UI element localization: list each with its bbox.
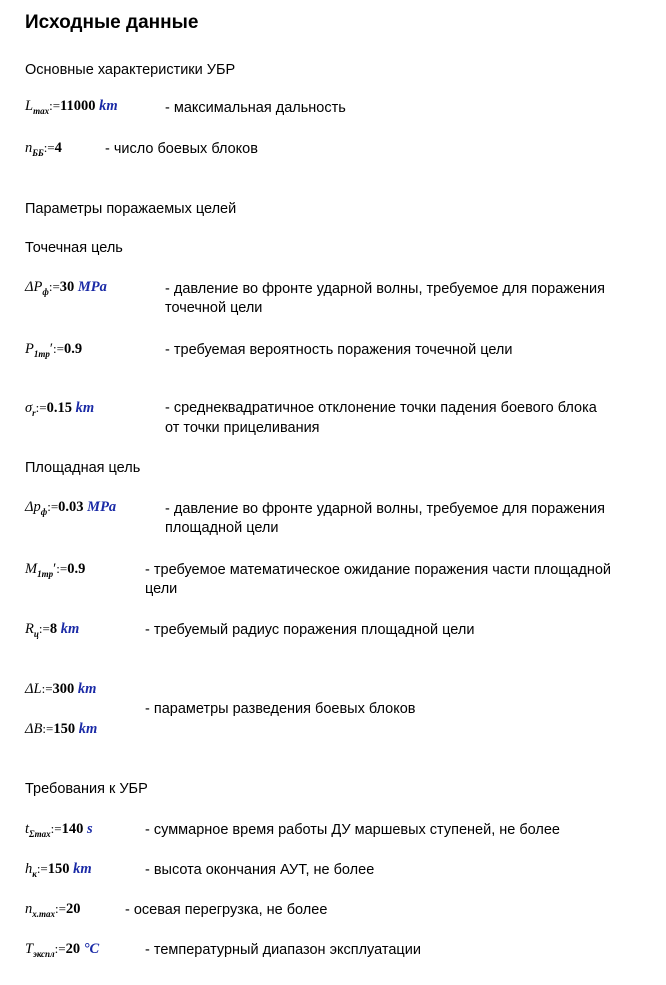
nbb-desc: - число боевых блоков (105, 141, 258, 157)
lmax-desc: - максимальная дальность (165, 100, 346, 116)
sigma-desc-line1: - среднеквадратичное отклонение точки падения боевого блока (165, 400, 597, 416)
nx-formula[interactable]: $n_{x.max}:=20$ (25, 901, 81, 919)
page-title: Исходные данные (25, 12, 199, 33)
dl-formula[interactable]: ΔL:=300 km (25, 681, 97, 697)
dpf2-desc-line2: площадной цели (165, 520, 279, 536)
hk-formula[interactable]: $h_к:=150$ km (25, 861, 92, 879)
section-ubr-main: Основные характеристики УБР (25, 62, 236, 78)
sigma-desc-line2: от точки прицеливания (165, 420, 320, 436)
p1tr-desc: - требуемая вероятность поражения точечной цели (165, 342, 513, 358)
dpf-formula[interactable]: $\Delta P_ф:=30$ MPa (25, 279, 107, 297)
tsum-desc: - суммарное время работы ДУ маршевых ступеней, не более (145, 822, 560, 838)
sigma-formula[interactable]: $\sigma_r:=0.15$ km (25, 400, 95, 418)
rc-desc: - требуемый радиус поражения площадной цели (145, 622, 475, 638)
dpf-desc-line1: - давление во фронте ударной волны, требуемое для поражения (165, 281, 605, 297)
nbb-formula[interactable]: $n_{ББ}:=4$ (25, 140, 62, 158)
section-targets: Параметры поражаемых целей (25, 201, 237, 217)
section-requirements: Требования к УБР (25, 781, 148, 797)
dpf-desc-line2: точечной цели (165, 300, 263, 316)
texp-formula[interactable]: $T_{экспл}:=20$ °C (25, 941, 100, 959)
dpf2-formula[interactable]: $\Delta p_ф:=0.03$ MPa (25, 499, 117, 517)
tsum-formula[interactable]: $t_{\Sigma max}:=140$ s (25, 821, 93, 839)
m1tr-desc-line2: цели (145, 581, 178, 597)
section-point-target: Точечная цель (25, 240, 123, 256)
hk-desc: - высота окончания АУТ, не более (145, 862, 375, 878)
rc-formula[interactable]: $R_ц:=8$ km (25, 621, 80, 639)
m1tr-formula[interactable]: $M_{1тр}':=0.9$ (25, 561, 86, 579)
nx-desc: - осевая перегрузка, не более (125, 902, 328, 918)
lmax-formula[interactable]: $L_{max}:=11000$ km (25, 98, 118, 116)
db-formula[interactable]: ΔB:=150 km (25, 721, 98, 737)
p1tr-formula[interactable]: $P_{1тр}':=0.9$ (25, 341, 83, 359)
m1tr-desc-line1: - требуемое математическое ожидание поражения части площадной (145, 562, 611, 578)
dpf2-desc-line1: - давление во фронте ударной волны, требуемое для поражения (165, 501, 605, 517)
section-area-target: Площадная цель (25, 460, 141, 476)
spread-desc: - параметры разведения боевых блоков (145, 701, 416, 717)
texp-desc: - температурный диапазон эксплуатации (145, 942, 421, 958)
